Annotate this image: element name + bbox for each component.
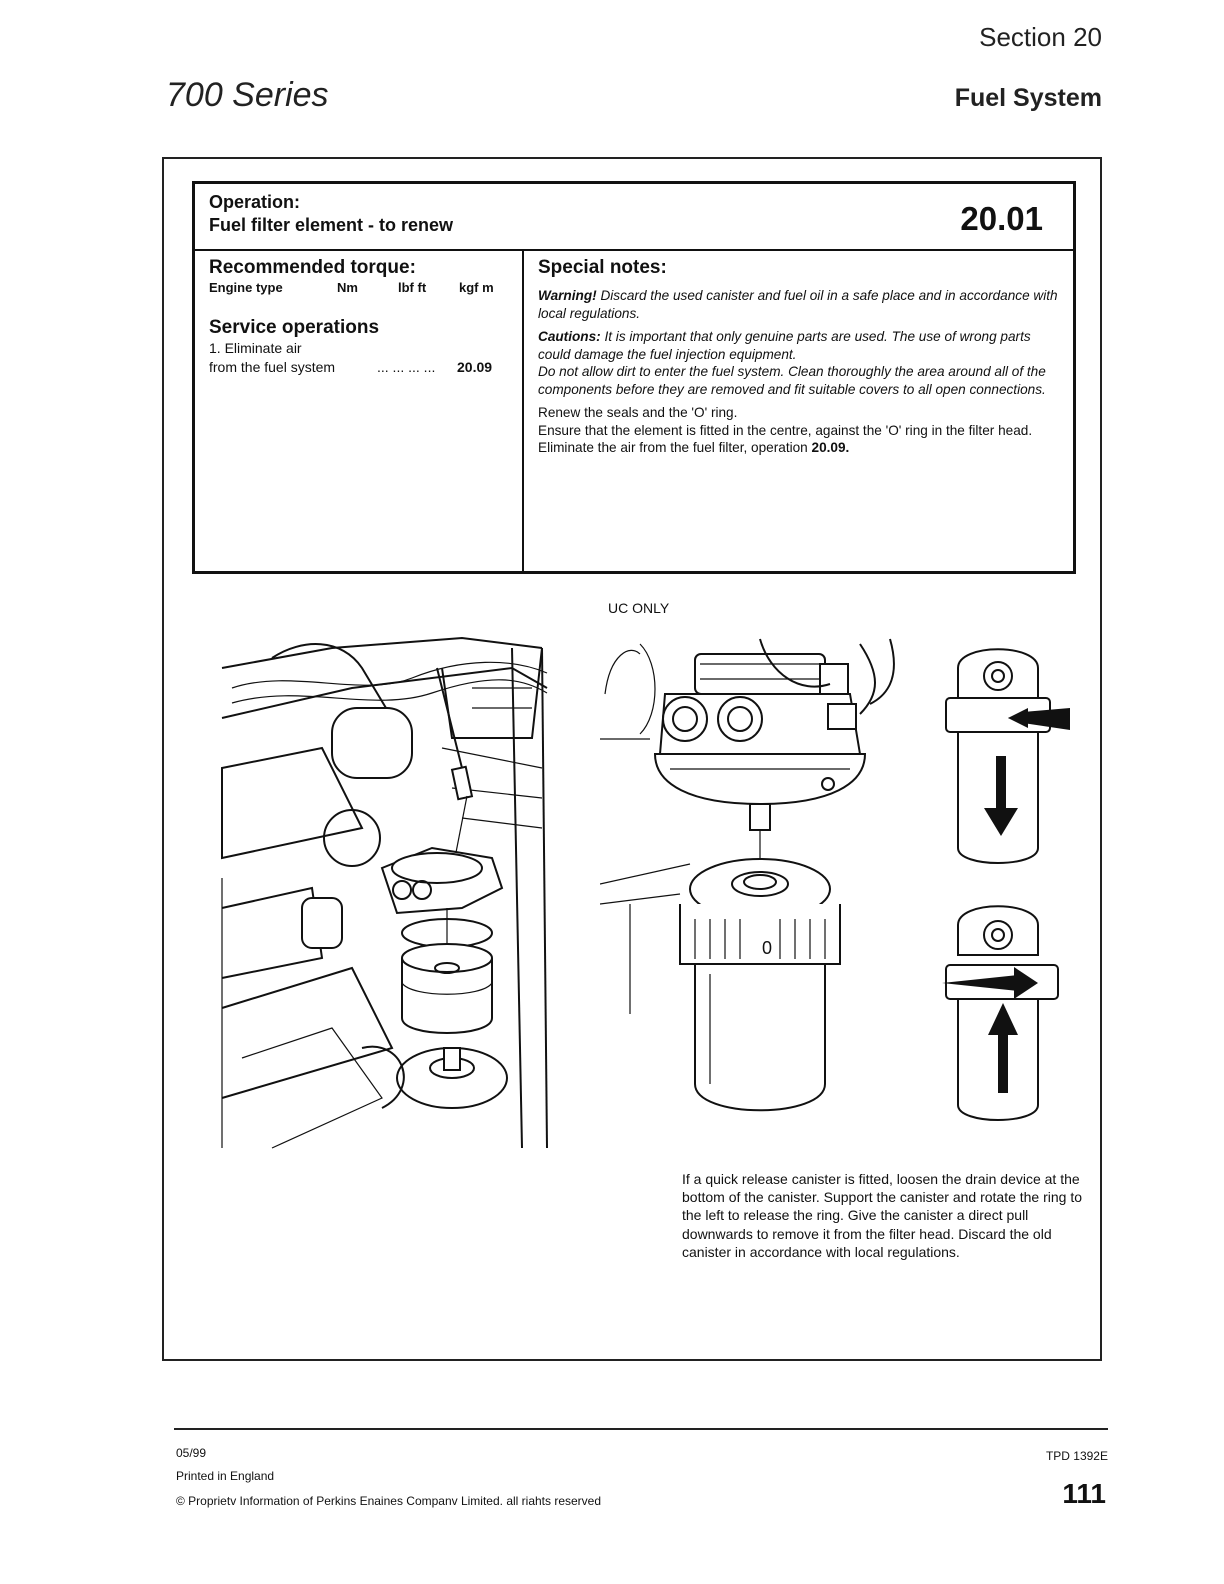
torque-col-nm: Nm <box>337 280 358 295</box>
warning-text: Discard the used canister and fuel oil in a safe place and in accordance with local regulations. <box>538 288 1058 321</box>
operation-box <box>192 181 1076 574</box>
warning-note <box>538 287 1058 322</box>
filter-head-block <box>600 639 894 830</box>
arrow-up-shaft <box>998 1033 1008 1093</box>
section-label: Section 20 <box>979 22 1102 52</box>
filter-head <box>382 848 502 913</box>
notes-body <box>538 287 1058 463</box>
eliminate-note <box>538 439 1058 457</box>
canister-fit-illustration <box>938 895 1078 1135</box>
engine-filter-illustration <box>212 628 557 1158</box>
footer-doc-code: TPD 1392E <box>1045 1449 1108 1463</box>
footer-date: 05/99 <box>176 1446 207 1460</box>
notes-title: Special notes: <box>538 257 667 278</box>
filter-head-canister-illustration <box>600 634 920 1124</box>
service-step-line2: from the fuel system <box>209 359 336 375</box>
ensure-note: Ensure that the element is fitted in the centre, against the 'O' ring in the filter head. <box>538 422 1033 438</box>
canister-remove-illustration <box>938 638 1078 878</box>
cautions-note <box>538 328 1058 363</box>
svg-text:0: 0 <box>762 938 773 958</box>
footer-rule <box>174 1428 1108 1430</box>
operation-number: 20.01 <box>960 200 1043 237</box>
filter-bowl <box>362 1047 507 1108</box>
footer-printed: Printed in England <box>176 1469 275 1483</box>
page-number: 111 <box>1062 1478 1106 1509</box>
renew-note: Renew the seals and the 'O' ring. <box>538 405 738 420</box>
warning-label: Warning! <box>538 288 597 303</box>
figure-caption: If a quick release canister is fitted, loosen the drain device at the bottom of the canister. Support the canister and rotate the ring to the left to release the ring. Give the canister a direct pull downwards to remove it from the filter head. Discard the old canister in accordance with local regulations. <box>682 1171 1083 1260</box>
system-title: Fuel System <box>954 84 1102 112</box>
filter-canister <box>402 908 492 1033</box>
operation-header <box>195 184 1073 251</box>
dirt-note: Do not allow dirt to enter the fuel system. Clean thoroughly the area around all of the components before they are removed and fit suitable covers to all open connections. <box>538 364 1046 397</box>
service-step-line1: 1. Eliminate air <box>209 340 302 356</box>
canister-outline <box>600 830 840 1110</box>
torque-col-engine-type: Engine type <box>209 280 283 295</box>
cautions-text: It is important that only genuine parts are used. The use of wrong parts could damage the fuel injection equipment. <box>538 329 1031 362</box>
cautions-label: Cautions: <box>538 329 601 344</box>
eliminate-text: Eliminate the air from the fuel filter, operation <box>538 440 808 455</box>
dipstick-tool <box>437 668 472 873</box>
arrow-down-shaft <box>996 756 1006 816</box>
series-title: 700 Series <box>166 76 329 114</box>
torque-col-kgf-m: kgf m <box>459 280 494 295</box>
operation-label: Operation: <box>209 192 301 212</box>
service-step-leader: ... ... ... ... <box>377 359 436 375</box>
notes-column <box>524 251 1073 571</box>
torque-title: Recommended torque: <box>209 257 416 278</box>
operation-name: Fuel filter element - to renew <box>209 215 454 235</box>
eliminate-ref: 20.09. <box>811 440 850 455</box>
footer-copyright: © Proprietv Information of Perkins Enaines Companv Limited. all riahts reserved <box>176 1494 602 1508</box>
torque-col-lbf-ft: lbf ft <box>398 280 427 295</box>
torque-column <box>195 251 524 571</box>
service-title: Service operations <box>209 317 380 338</box>
service-step-ref: 20.09 <box>457 359 493 375</box>
uc-only-label: UC ONLY <box>608 600 670 616</box>
